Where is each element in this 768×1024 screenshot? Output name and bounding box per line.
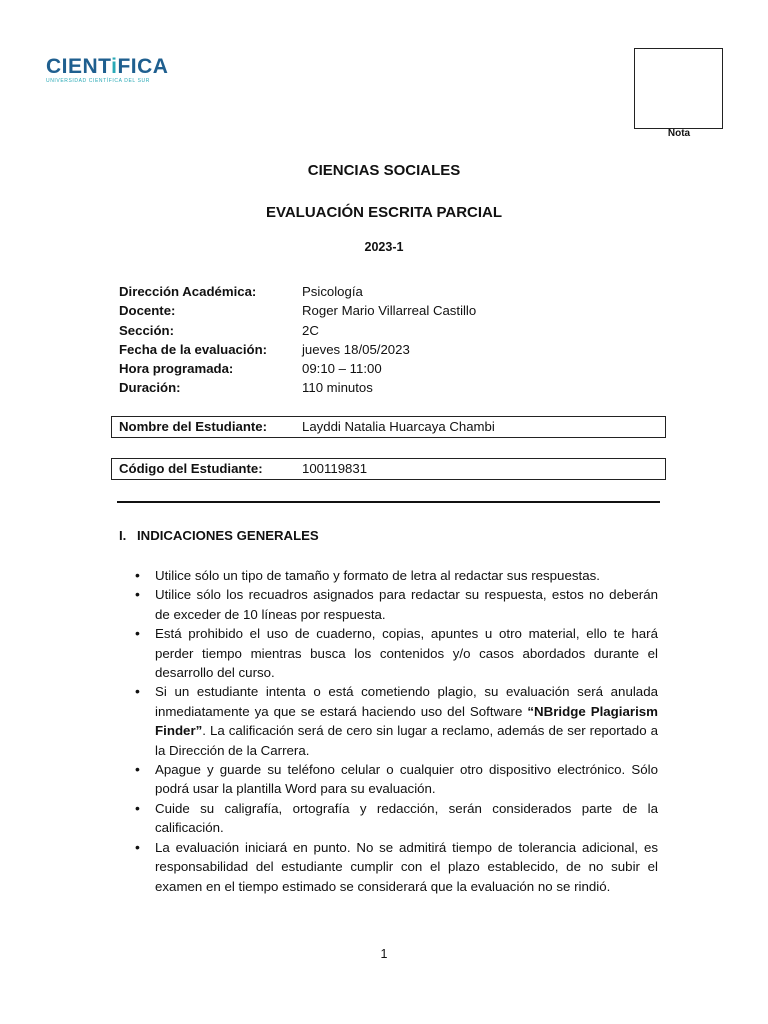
info-label: Dirección Académica: — [119, 284, 257, 299]
exam-info-table — [119, 282, 476, 398]
list-item-text: . La calificación será de cero sin lugar a reclamo, además de ser reportado a la Dirección de la Carrera. — [155, 723, 658, 758]
grade-label: Nota — [667, 128, 691, 139]
list-item: • Utilice sólo los recuadros asignados para redactar su respuesta, estos no deberán de exceder de 10 líneas por respuesta. — [135, 585, 658, 624]
list-item — [135, 682, 658, 760]
info-value: 2C — [302, 322, 319, 338]
list-item: • Cuide su caligrafía, ortografía y redacción, serán considerados parte de la calificación. — [135, 799, 658, 838]
list-item: • Apague y guarde su teléfono celular o cualquier otro dispositivo electrónico. Sólo podrá usar la plantilla Word para su evaluación. — [135, 760, 658, 799]
logo-wordmark: CIENTiFICA — [46, 55, 169, 78]
student-name-label: Nombre del Estudiante: — [119, 419, 268, 434]
page-number: 1 — [380, 947, 388, 961]
info-row — [119, 378, 476, 397]
student-name-box — [111, 416, 666, 438]
info-label: Docente: — [119, 303, 176, 319]
student-code-box — [111, 458, 666, 480]
course-title: CIENCIAS SOCIALES — [307, 162, 461, 179]
grade-box — [634, 48, 723, 129]
info-row — [119, 282, 476, 301]
section-number: I. — [119, 528, 127, 543]
logo-subtitle: UNIVERSIDAD CIENTÍFICA DEL SUR — [46, 78, 150, 84]
student-code-label: Código del Estudiante: — [119, 461, 263, 476]
info-label: Duración: — [119, 380, 181, 396]
list-item: • Utilice sólo un tipo de tamaño y formato de letra al redactar sus respuestas. — [135, 566, 658, 585]
info-label: Sección: — [119, 322, 174, 338]
section-heading — [119, 528, 319, 543]
list-item: • La evaluación iniciará en punto. No se admitirá tiempo de tolerancia adicional, es responsabilidad del estudiante cumplir con el plazo establecido, de no subir el examen en el tiempo estimado se considerará que la evaluación no se rindió. — [135, 838, 658, 896]
divider — [117, 501, 660, 503]
evaluation-title: EVALUACIÓN ESCRITA PARCIAL — [265, 204, 503, 221]
info-row — [119, 321, 476, 340]
info-label: Fecha de la evaluación: — [119, 341, 268, 357]
student-name-value: Layddi Natalia Huarcaya Chambi — [302, 419, 495, 434]
list-item-text: Si un estudiante intenta o está cometiendo plagio, su evaluación será anulada inmediatamente ya que se estará haciendo uso del Software — [155, 684, 658, 719]
info-value: 09:10 – 11:00 — [302, 361, 382, 377]
info-value: Roger Mario Villarreal Castillo — [302, 303, 477, 319]
section-title: INDICACIONES GENERALES — [137, 528, 319, 543]
info-value: jueves 18/05/2023 — [302, 341, 410, 357]
instructions-list — [135, 566, 658, 896]
software-name: “NBridge Plagiarism Finder” — [155, 703, 658, 739]
info-row — [119, 340, 476, 359]
student-code-value: 100119831 — [302, 461, 368, 476]
info-label: Hora programada: — [119, 361, 234, 377]
list-item: • Está prohibido el uso de cuaderno, copias, apuntes u otro material, ello te hará perder tiempo mientras busca los contenidos y/o casos abordados durante el desarrollo del curso. — [135, 624, 658, 682]
info-row — [119, 301, 476, 320]
university-logo — [46, 55, 169, 86]
info-row — [119, 359, 476, 378]
info-value: Psicología — [302, 284, 363, 299]
info-value: 110 minutos — [302, 380, 373, 396]
period-title: 2023-1 — [364, 240, 404, 254]
